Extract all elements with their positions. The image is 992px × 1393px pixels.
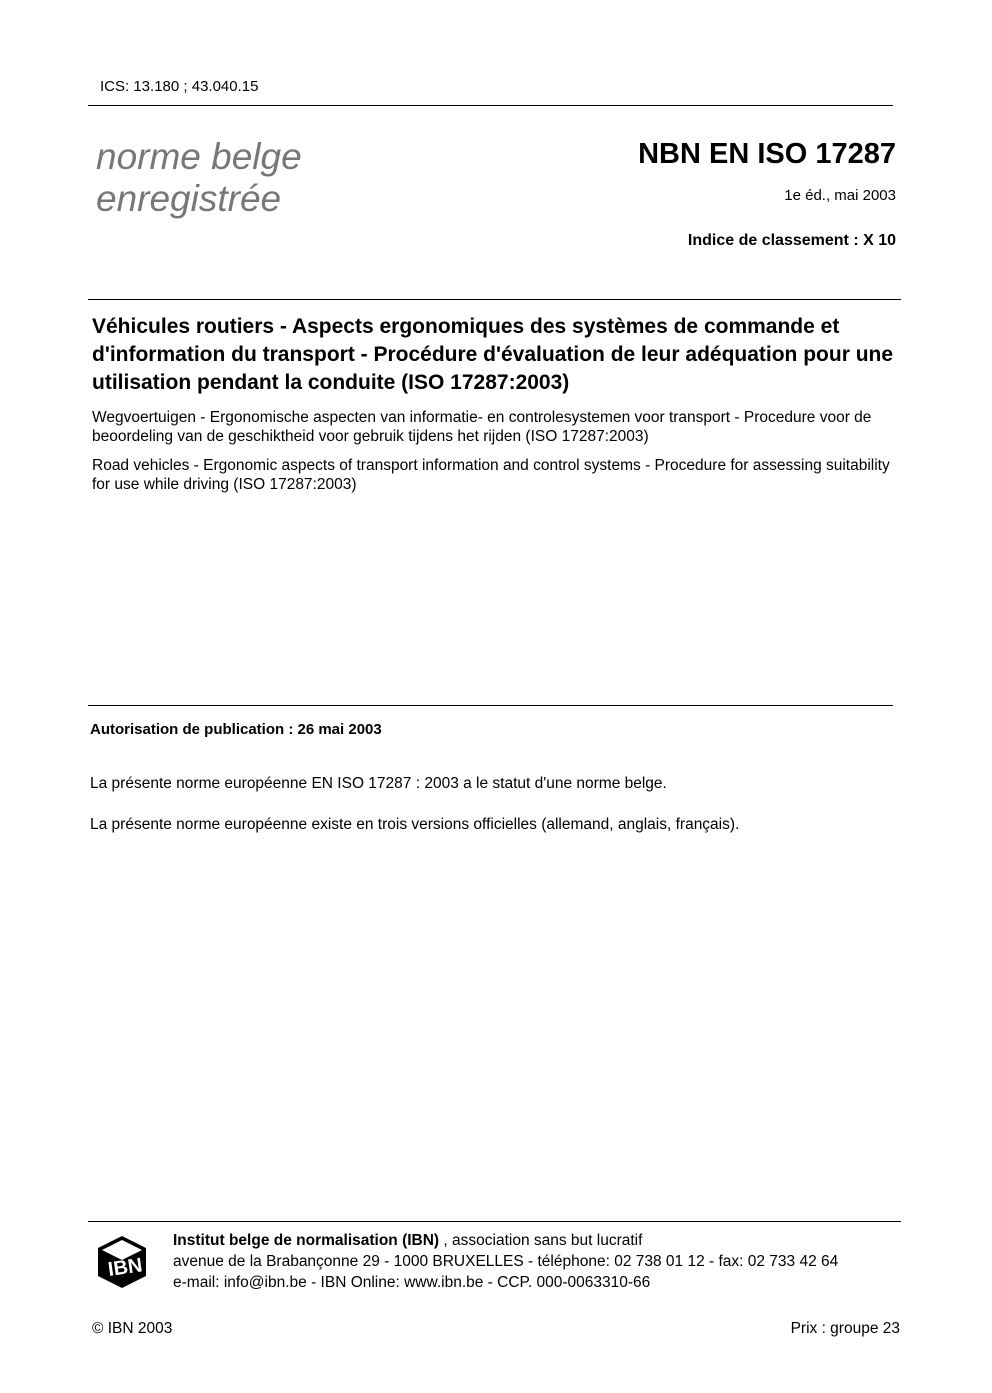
- organization-info: [173, 1230, 913, 1293]
- standard-number: NBN EN ISO 17287: [638, 138, 896, 170]
- brand-line-1: norme belge: [96, 136, 302, 177]
- versions-paragraph: La présente norme européenne existe en trois versions officielles (allemand, anglais, français).: [90, 816, 740, 833]
- title-english: Road vehicles - Ergonomic aspects of transport information and control systems - Procedure for assessing suitability for use while driving (ISO 17287:2003): [92, 457, 890, 493]
- brand-title: [96, 136, 302, 220]
- org-name: Institut belge de normalisation (IBN): [173, 1232, 440, 1249]
- brand-line-2: enregistrée: [96, 178, 282, 219]
- ics-code: ICS: 13.180 ; 43.040.15: [100, 78, 259, 95]
- org-name-line: [173, 1230, 913, 1251]
- price-group: Prix : groupe 23: [790, 1320, 900, 1337]
- title-rule-top: [88, 299, 901, 300]
- edition-date: 1e éd., mai 2003: [784, 187, 896, 204]
- title-rule-bottom: [88, 705, 893, 706]
- classification-index: Indice de classement : X 10: [687, 232, 896, 249]
- ibn-logo-icon: [96, 1234, 148, 1290]
- footer-rule: [88, 1221, 901, 1222]
- copyright: © IBN 2003: [92, 1320, 173, 1337]
- logo-text: IBN: [106, 1254, 144, 1281]
- publication-authorization: Autorisation de publication : 26 mai 2003: [90, 721, 382, 738]
- org-suffix: , association sans but lucratif: [439, 1232, 643, 1249]
- title-french: Véhicules routiers - Aspects ergonomiques des systèmes de commande et d'information du transport - Procédure d'évaluation de leur adéquation pour une utilisation pendant la conduite (ISO 17287:2003): [92, 315, 894, 394]
- title-dutch: Wegvoertuigen - Ergonomische aspecten van informatie- en controlesystemen voor transport - Procedure voor de beoordeling van de geschiktheid voor gebruik tijdens het rijden (ISO 17287:2003): [92, 409, 872, 445]
- org-address: avenue de la Brabançonne 29 - 1000 BRUXELLES - téléphone: 02 738 01 12 - fax: 02 733 42 64: [173, 1253, 839, 1270]
- status-paragraph: La présente norme européenne EN ISO 17287 : 2003 a le statut d'une norme belge.: [90, 775, 667, 792]
- header-rule: [88, 105, 893, 106]
- org-contact: e-mail: info@ibn.be - IBN Online: www.ibn.be - CCP. 000-0063310-66: [173, 1274, 651, 1291]
